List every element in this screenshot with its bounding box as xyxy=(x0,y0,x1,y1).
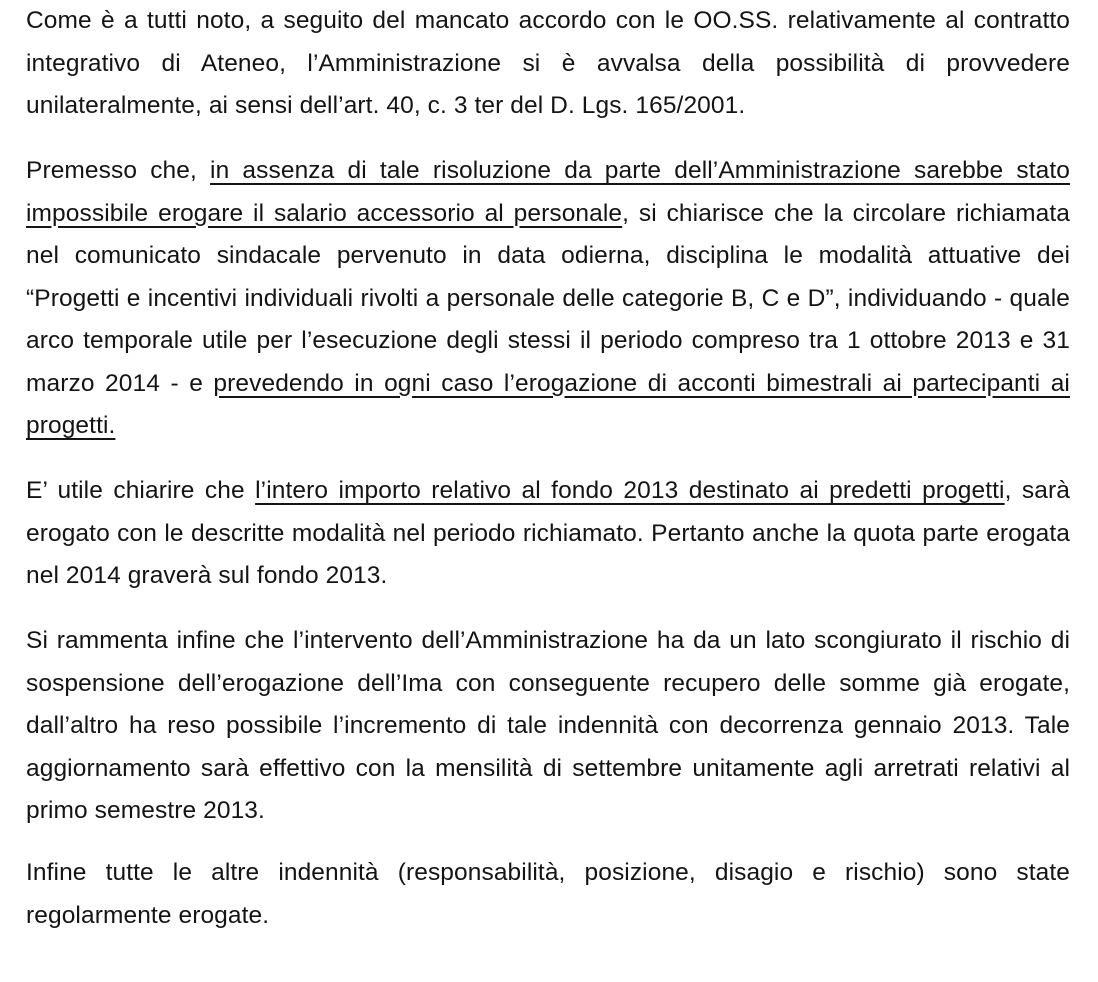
paragraph-3-rest: , sarà erogato con le descritte modalità nel periodo richiamato. Pertanto anche la quota parte erogata nel 2014 graverà sul fondo 2013. xyxy=(26,477,1070,589)
paragraph-2-underlined-2: prevedendo in ogni caso l’erogazione di acconti bimestrali ai partecipanti ai progetti. xyxy=(26,369,1070,439)
paragraph-5 xyxy=(26,852,1070,937)
paragraph-2-intro: Premesso che, xyxy=(26,157,211,184)
paragraph-2-underlined-1: in assenza di tale risoluzione da parte dell’Amministrazione sarebbe stato impossibile erogare il salario accessorio al personale xyxy=(26,157,1070,227)
paragraph-1-text: Come è a tutti noto, a seguito del mancato accordo con le OO.SS. relativamente al contratto integrativo di Ateneo, l’Amministrazione si è avvalsa della possibilità di provvedere unilateralmente, ai sensi dell’art. 40, c. 3 ter del D. Lgs. 165/2001. xyxy=(26,7,1070,119)
paragraph-4 xyxy=(26,620,1070,833)
paragraph-4-text: Si rammenta infine che l’intervento dell’Amministrazione ha da un lato scongiurato il rischio di sospensione dell’erogazione dell’Ima con conseguente recupero delle somme già erogate, dall’altro ha reso possibile l’incremento di tale indennità con decorrenza gennaio 2013. Tale aggiornamento sarà effettivo con la mensilità di settembre unitamente agli arretrati relativi al primo semestre 2013. xyxy=(26,627,1070,824)
paragraph-3 xyxy=(26,470,1070,598)
paragraph-5-text: Infine tutte le altre indennità (responsabilità, posizione, disagio e rischio) sono state regolarmente erogate. xyxy=(26,859,1070,929)
paragraph-2 xyxy=(26,150,1070,448)
paragraph-3-underlined: l’intero importo relativo al fondo 2013 destinato ai predetti progetti xyxy=(255,477,1005,504)
paragraph-1 xyxy=(26,0,1070,128)
paragraph-3-intro: E’ utile chiarire che xyxy=(26,477,256,504)
paragraph-2-middle: , si chiarisce che la circolare richiamata nel comunicato sindacale pervenuto in data odierna, disciplina le modalità attuative dei “Progetti e incentivi individuali rivolti a personale delle categorie B, C e D”, individuando - quale arco temporale utile per l’esecuzione degli stessi il periodo compreso tra 1 ottobre 2013 e 31 marzo 2014 - e xyxy=(26,199,1070,397)
